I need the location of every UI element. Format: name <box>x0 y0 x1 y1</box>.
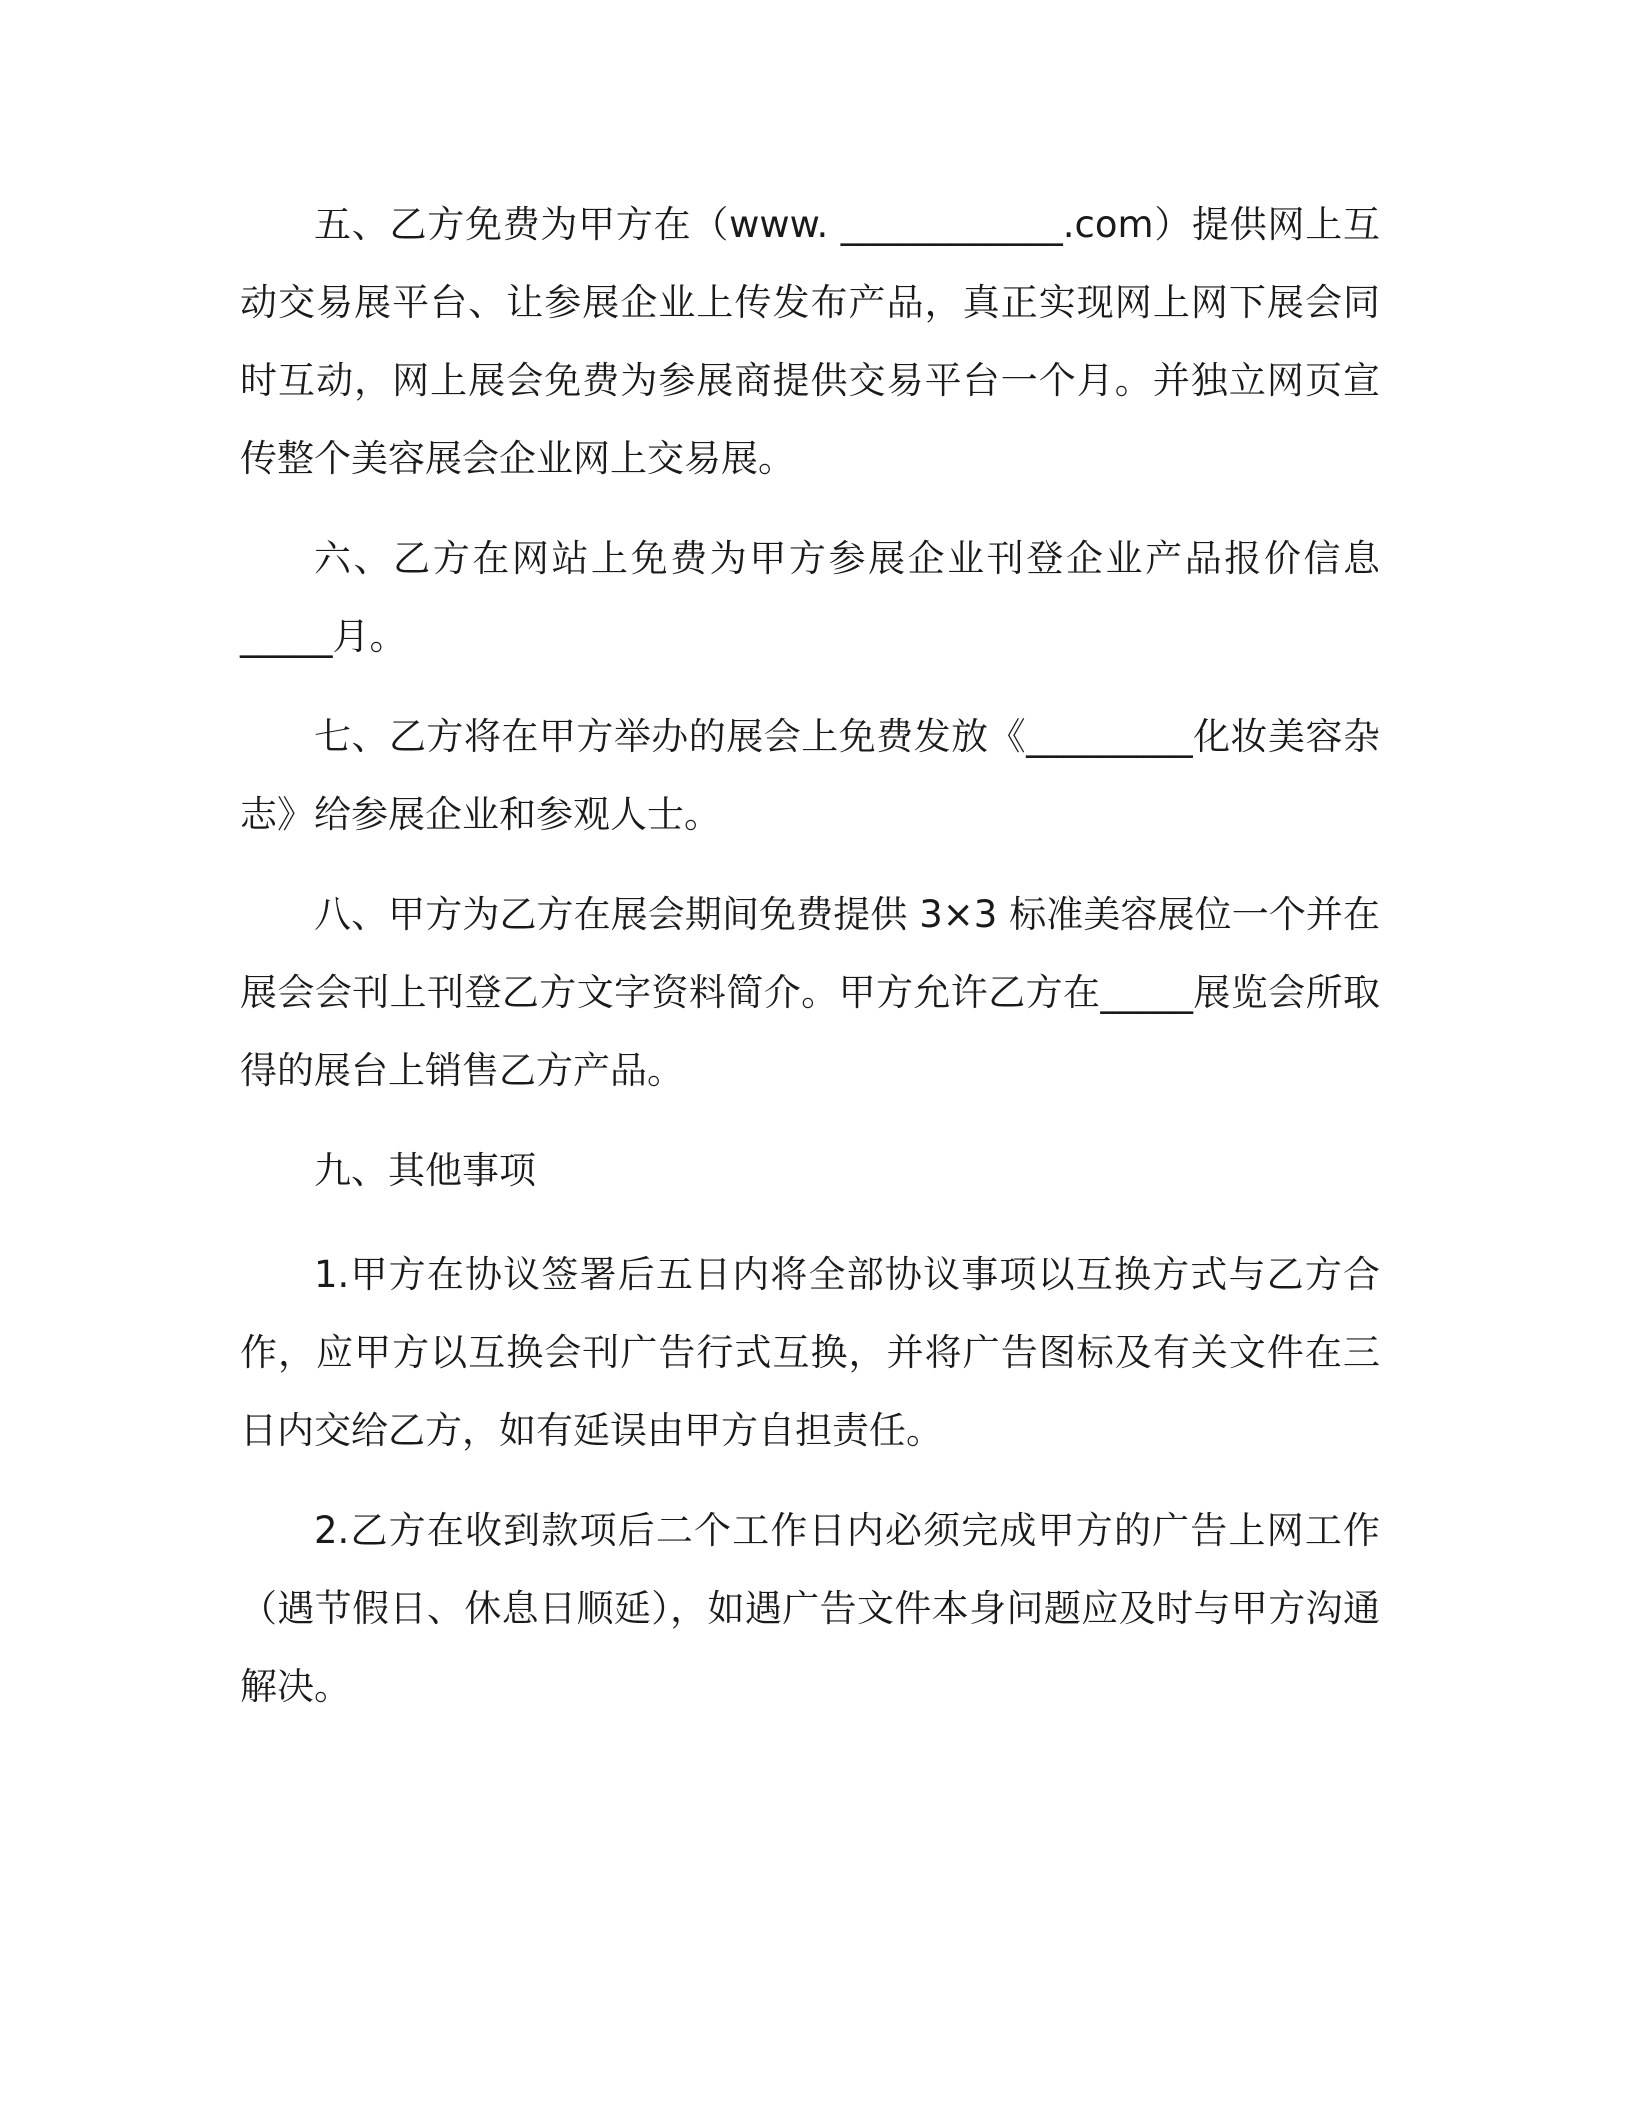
clause-7: 七、乙方将在甲方举办的展会上免费发放《_________化妆美容杂志》给参展企业和参观人士。 <box>240 715 1380 836</box>
clause-9-item-1: 1.甲方在协议签署后五日内将全部协议事项以互换方式与乙方合作，应甲方以互换会刊广告行式互换，并将广告图标及有关文件在三日内交给乙方，如有延误由甲方自担责任。 <box>240 1253 1380 1452</box>
clause-8: 八、甲方为乙方在展会期间免费提供 3×3 标准美容展位一个并在展会会刊上刊登乙方文字资料简介。甲方允许乙方在_____展览会所取得的展台上销售乙方产品。 <box>240 893 1380 1092</box>
clause-6: 六、乙方在网站上免费为甲方参展企业刊登企业产品报价信息_____月。 <box>240 537 1380 658</box>
clause-5: 五、乙方免费为甲方在（www. ____________.com）提供网上互动交易展平台、让参展企业上传发布产品，真正实现网上网下展会同时互动，网上展会免费为参展商提供交易平台一个月。并独立网页宣传整个美容展会企业网上交易展。 <box>240 203 1380 480</box>
clause-9-item-2: 2.乙方在收到款项后二个工作日内必须完成甲方的广告上网工作（遇节假日、休息日顺延），如遇广告文件本身问题应及时与甲方沟通解决。 <box>240 1509 1380 1708</box>
clause-9-heading: 九、其他事项 <box>314 1149 536 1192</box>
document-body <box>240 186 1380 1748</box>
